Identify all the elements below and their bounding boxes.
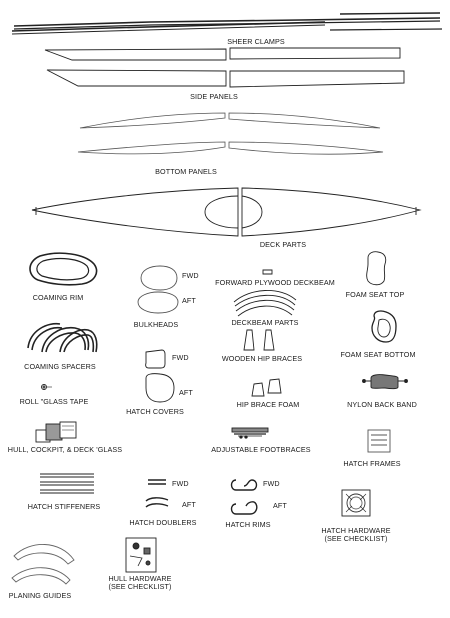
hull-cockpit-deck-glass-drawing	[36, 422, 76, 442]
label-hatch-doubler-fwd: FWD	[172, 479, 189, 488]
label-wooden-hip-braces: WOODEN HIP BRACES	[221, 354, 303, 363]
hip-brace-foam-drawing	[252, 379, 281, 396]
planing-guides-drawing	[12, 544, 74, 584]
label-hatch-cover-fwd: FWD	[172, 353, 189, 362]
label-hip-brace-foam: HIP BRACE FOAM	[236, 400, 300, 409]
hatch-frames-drawing	[368, 430, 390, 452]
coaming-spacers-drawing	[28, 324, 97, 352]
label-hatch-doublers: HATCH DOUBLERS	[129, 518, 197, 527]
label-hatch-hardware: HATCH HARDWARE (SEE CHECKLIST)	[321, 526, 391, 543]
label-coaming-rim: COAMING RIM	[32, 293, 84, 302]
label-forward-plywood-deckbeam: FORWARD PLYWOOD DECKBEAM	[215, 278, 335, 287]
label-hatch-rim-fwd: FWD	[263, 479, 280, 488]
label-roll-glass-tape: ROLL "GLASS TAPE	[19, 397, 89, 406]
label-foam-seat-top: FOAM SEAT TOP	[345, 290, 405, 299]
label-hatch-cover-aft: AFT	[179, 388, 193, 397]
label-bottom-panels: BOTTOM PANELS	[155, 167, 217, 176]
label-nylon-back-band: NYLON BACK BAND	[347, 400, 417, 409]
deckbeam-parts-drawing	[234, 290, 296, 316]
deck-parts-drawing	[32, 188, 420, 236]
label-hatch-frames: HATCH FRAMES	[343, 459, 401, 468]
hull-hardware-drawing	[126, 538, 156, 572]
label-hatch-rim-aft: AFT	[273, 501, 287, 510]
foam-seat-top-shape	[367, 252, 386, 285]
label-bulkhead-fwd: FWD	[182, 271, 199, 280]
sheer-clamps-drawing	[12, 13, 442, 34]
hatch-stiffeners-drawing	[40, 474, 94, 493]
label-hatch-rims: HATCH RIMS	[225, 520, 271, 529]
label-planing-guides: PLANING GUIDES	[8, 591, 72, 600]
roll-glass-tape-drawing	[42, 385, 53, 390]
label-coaming-spacers: COAMING SPACERS	[24, 362, 96, 371]
label-bulkhead-aft: AFT	[182, 296, 196, 305]
bulkheads-drawing	[138, 266, 178, 313]
label-sheer-clamps: SHEER CLAMPS	[227, 37, 285, 46]
coaming-rim-drawing	[30, 253, 97, 285]
label-deckbeam-parts: DECKBEAM PARTS	[231, 318, 299, 327]
label-adjustable-footbraces: ADJUSTABLE FOOTBRACES	[211, 445, 311, 454]
hatch-rims-drawing	[232, 480, 257, 514]
hatch-covers-drawing	[146, 350, 174, 402]
label-side-panels: SIDE PANELS	[190, 92, 238, 101]
label-hatch-doubler-aft: AFT	[182, 500, 196, 509]
wooden-hip-braces-drawing	[244, 330, 274, 350]
side-panels-drawing	[45, 48, 404, 87]
forward-plywood-deckbeam-shape	[263, 270, 272, 274]
hatch-doublers-drawing	[146, 480, 168, 507]
label-hatch-covers: HATCH COVERS	[126, 407, 184, 416]
label-hull-hardware: HULL HARDWARE (SEE CHECKLIST)	[108, 574, 172, 591]
label-bulkheads: BULKHEADS	[133, 320, 179, 329]
label-hatch-stiffeners: HATCH STIFFENERS	[27, 502, 101, 511]
label-foam-seat-bottom: FOAM SEAT BOTTOM	[340, 350, 416, 359]
label-hull-cockpit-deck-glass: HULL, COCKPIT, & DECK 'GLASS	[7, 445, 123, 454]
label-deck-parts: DECK PARTS	[259, 240, 307, 249]
bottom-panels-drawing	[78, 113, 383, 154]
foam-seat-bottom-drawing	[372, 311, 396, 342]
adjustable-footbraces-drawing	[232, 428, 268, 438]
nylon-back-band-drawing	[363, 375, 408, 389]
hatch-hardware-drawing	[342, 490, 370, 516]
